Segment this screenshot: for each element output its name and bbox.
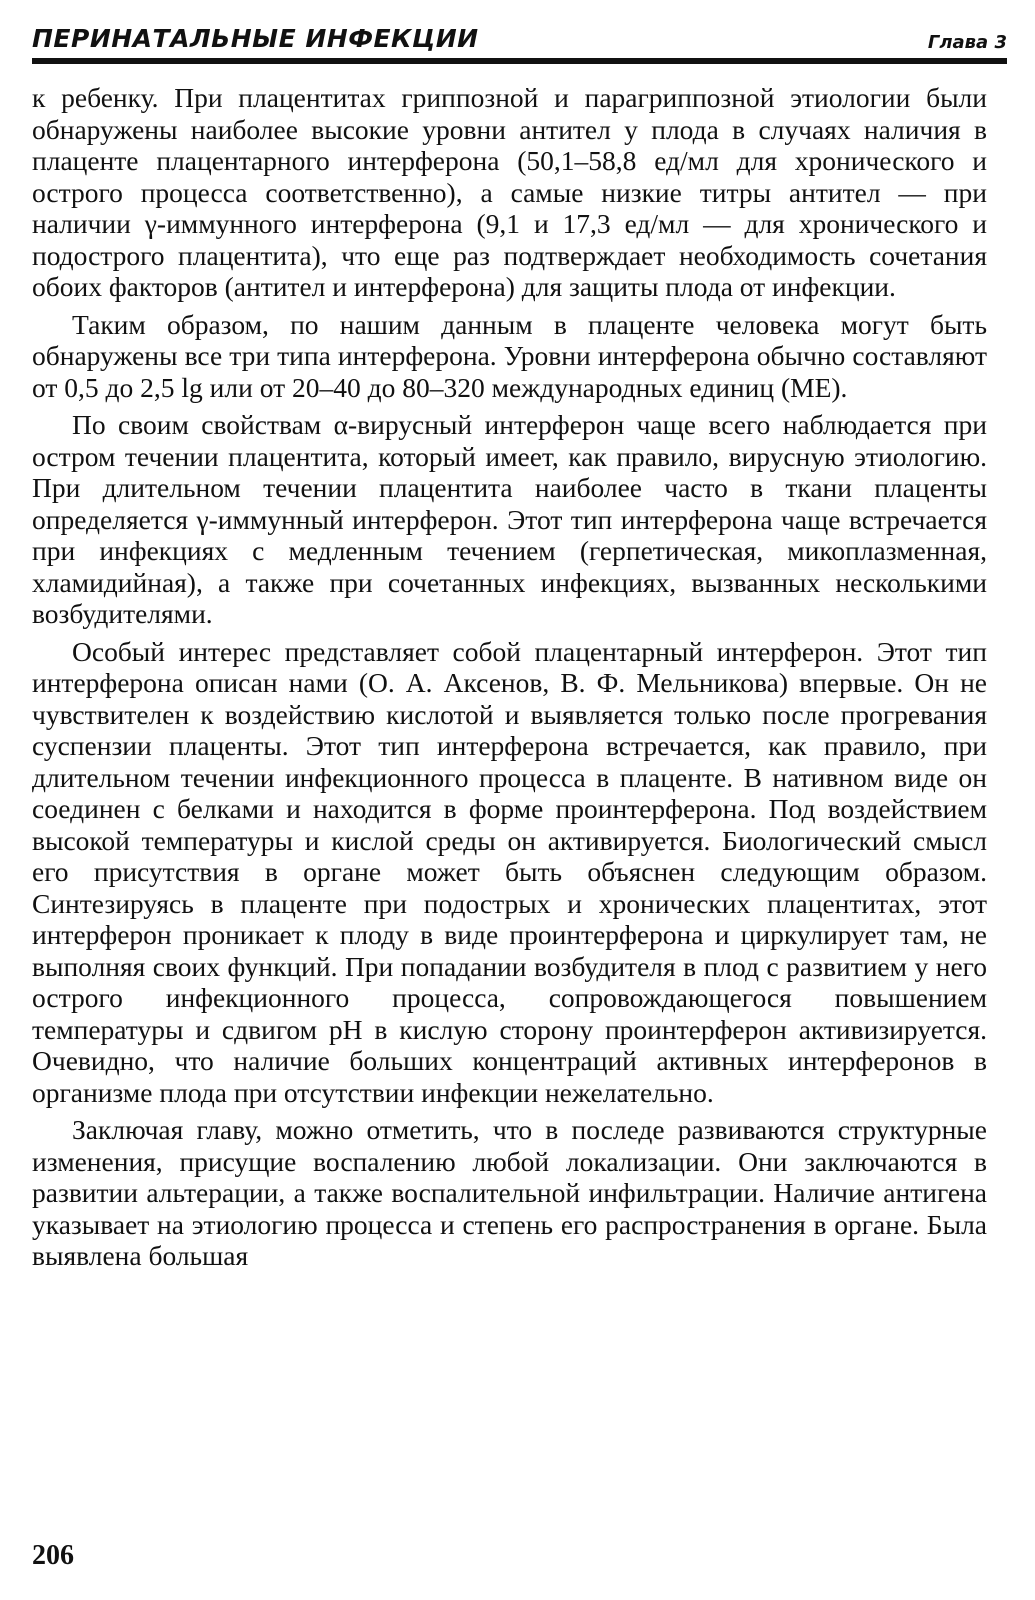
header-rule <box>32 58 1007 64</box>
paragraph-continuation: к ребенку. При плацентитах гриппозной и парагриппозной этиологии были обнаружены наиболее высокие уровни антител у плода в случаях наличия в плаценте плацентарного интерферона (50,1–58,8 ед/мл для хронического и острого процесса соответственно), а самые низкие титры антител — при наличии γ-иммунного интерферона (9,1 и 17,3 ед/мл — для хронического и подострого плацентита), что еще раз подтверждает необходимость сочетания обоих факторов (антител и интерферона) для защиты плода от инфекции. <box>32 82 987 302</box>
body-text <box>32 82 987 1272</box>
paragraph: Особый интерес представляет собой плацентарный интерферон. Этот тип интерферона описан нами (О. А. Аксенов, В. Ф. Мельникова) впервые. Он не чувствителен к воздействию кислотой и выявляется только после прогревания суспензии плаценты. Этот тип интерферона встречается, как правило, при длительном течении инфекционного процесса в плаценте. В нативном виде он соединен с белками и находится в форме проинтерферона. Под воздействием высокой температуры и кислой среды он активируется. Биологический смысл его присутствия в органе может быть объяснен следующим образом. Синтезируясь в плаценте при подострых и хронических плацентитах, этот интерферон проникает к плоду в виде проинтерферона и циркулирует там, не выполняя своих функций. При попадании возбудителя в плод с развитием у него острого инфекционного процесса, сопровождающегося повышением температуры и сдвигом pH в кислую сторону проинтерферон активизируется. Очевидно, что наличие больших концентраций активных интерферонов в организме плода при отсутствии инфекции нежелательно. <box>32 635 987 1108</box>
chapter-label: Глава 3 <box>927 32 1007 53</box>
running-title: ПЕРИНАТАЛЬНЫЕ ИНФЕКЦИИ <box>32 24 479 53</box>
running-header <box>32 18 1007 58</box>
paragraph: Таким образом, по нашим данным в плаценте человека могут быть обнаружены все три типа интерферона. Уровни интерферона обычно составляют от 0,5 до 2,5 lg или от 20–40 до 80–320 международных единиц (МЕ). <box>32 308 987 403</box>
page-number: 206 <box>32 1540 74 1571</box>
paragraph: По своим свойствам α-вирусный интерферон чаще всего наблюдается при остром течении плацентита, который имеет, как правило, вирусную этиологию. При длительном течении плацентита наиболее часто в ткани плаценты определяется γ-иммунный интерферон. Этот тип интерферона чаще встречается при инфекциях с медленным течением (герпетическая, микоплазменная, хламидийная), а также при сочетанных инфекциях, вызванных несколькими возбудителями. <box>32 409 987 629</box>
paragraph: Заключая главу, можно отметить, что в последе развиваются структурные изменения, присущие воспалению любой локализации. Они заключаются в развитии альтерации, а также воспалительной инфильтрации. Наличие антигена указывает на этиологию процесса и степень его распространения в органе. Была выявлена большая <box>32 1114 987 1271</box>
